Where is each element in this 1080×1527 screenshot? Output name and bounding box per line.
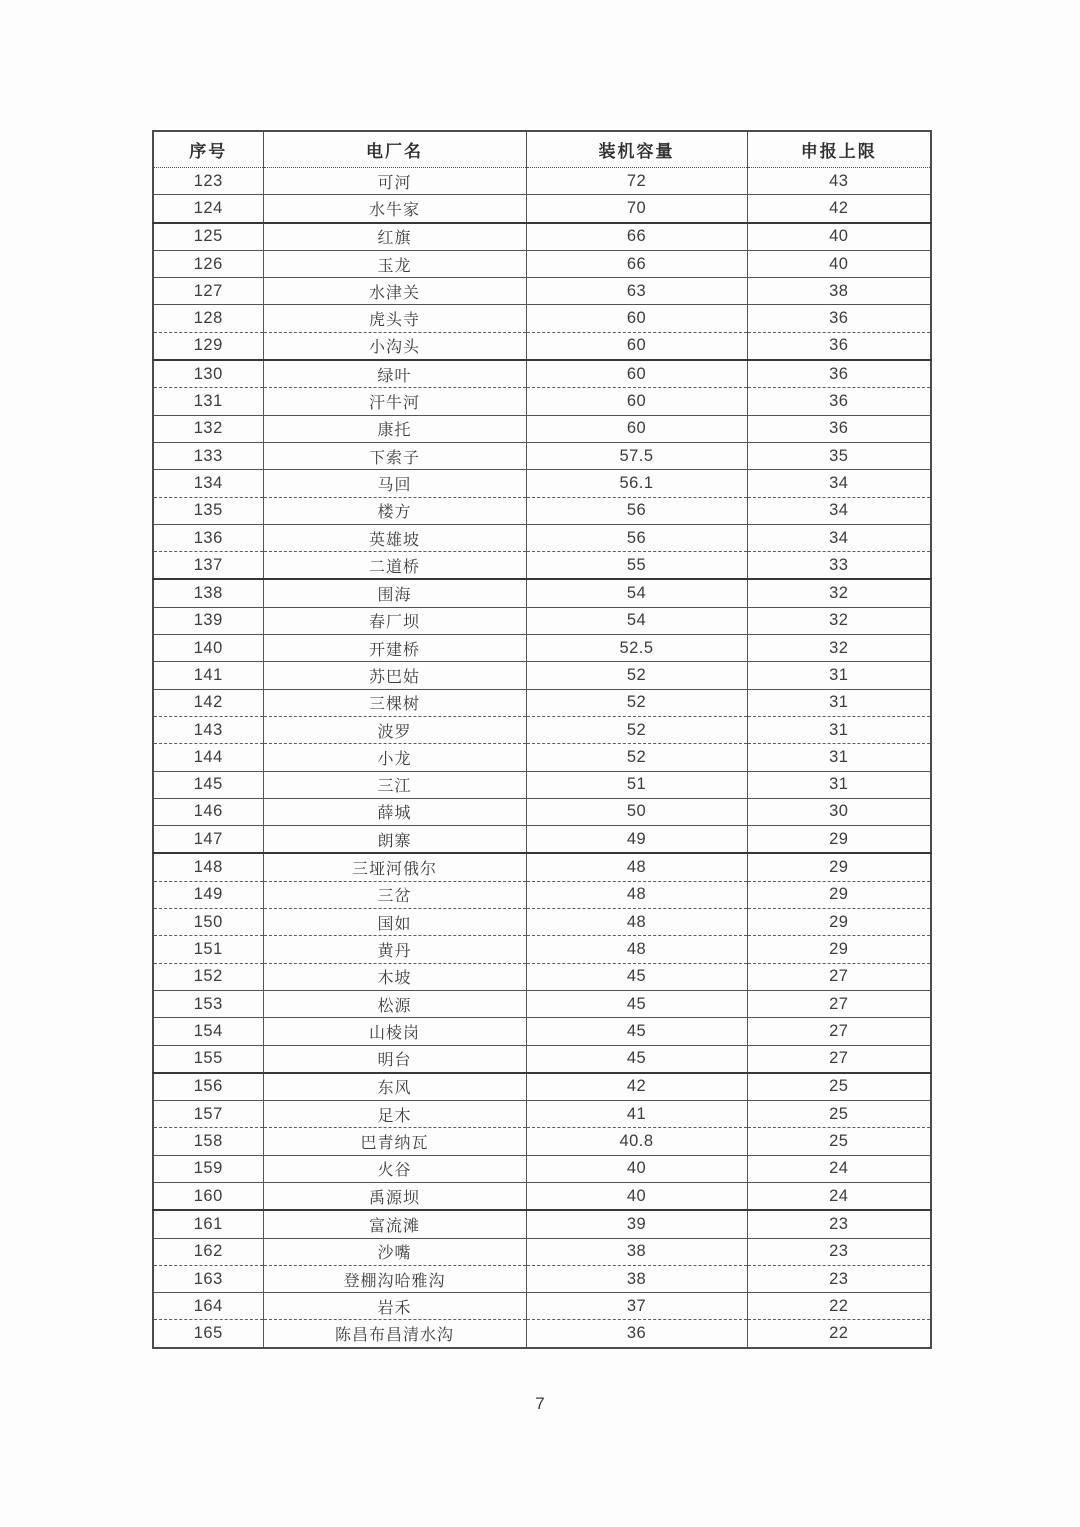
- cell-installed-capacity: 48: [526, 936, 747, 963]
- cell-declaration-limit: 33: [829, 555, 849, 574]
- cell-plant-name: 三江: [263, 771, 526, 798]
- cell-installed-capacity: 54: [526, 579, 747, 607]
- cell-index: 155: [153, 1045, 263, 1073]
- cell-index: 125: [153, 223, 263, 251]
- cell-installed-capacity: 45: [526, 990, 747, 1017]
- cell-declaration-limit: 29: [829, 912, 849, 931]
- table-row: [153, 278, 931, 305]
- table-row: [153, 415, 931, 442]
- cell-declaration-limit: 31: [829, 775, 849, 794]
- cell-declaration-limit: 34: [829, 528, 849, 547]
- table-row: [153, 470, 931, 497]
- table-row: [153, 1182, 931, 1210]
- table-row: [153, 1320, 931, 1348]
- cell-installed-capacity: 60: [526, 360, 747, 388]
- cell-declaration-limit: 34: [829, 501, 849, 520]
- table-row: [153, 607, 931, 634]
- table-row: [153, 1101, 931, 1128]
- cell-installed-capacity: 40: [526, 1155, 747, 1182]
- cell-declaration-limit: 31: [829, 693, 849, 712]
- cell-installed-capacity: 70: [526, 195, 747, 223]
- cell-index: 144: [153, 744, 263, 771]
- table-row: [153, 524, 931, 551]
- cell-index: 129: [153, 332, 263, 360]
- cell-declaration-limit: 25: [829, 1077, 849, 1096]
- cell-installed-capacity: 38: [526, 1265, 747, 1292]
- table-row: [153, 497, 931, 524]
- table-row: [153, 963, 931, 990]
- cell-installed-capacity: 45: [526, 1045, 747, 1073]
- header-col-index: 序号: [153, 131, 263, 168]
- cell-declaration-limit: 25: [829, 1132, 849, 1151]
- table-row: [153, 853, 931, 881]
- cell-plant-name: 波罗: [263, 716, 526, 743]
- cell-declaration-limit: 35: [829, 446, 849, 465]
- table-row: [153, 881, 931, 908]
- cell-declaration-limit: 24: [829, 1159, 849, 1178]
- cell-plant-name: 火谷: [263, 1155, 526, 1182]
- cell-declaration-limit: 40: [829, 254, 849, 273]
- cell-plant-name: 明台: [263, 1045, 526, 1073]
- header-col-installed-capacity: 装机容量: [526, 131, 747, 168]
- cell-installed-capacity: 48: [526, 881, 747, 908]
- cell-declaration-limit: 23: [829, 1242, 849, 1261]
- cell-index: 150: [153, 909, 263, 936]
- cell-index: 154: [153, 1018, 263, 1045]
- table-row: [153, 332, 931, 360]
- cell-declaration-limit: 31: [829, 747, 849, 766]
- table-row: [153, 1045, 931, 1073]
- cell-plant-name: 三垭河俄尔: [263, 853, 526, 881]
- cell-plant-name: 登棚沟哈雅沟: [263, 1265, 526, 1292]
- table-row: [153, 798, 931, 825]
- cell-declaration-limit: 36: [829, 336, 849, 355]
- cell-index: 162: [153, 1238, 263, 1265]
- cell-plant-name: 足木: [263, 1101, 526, 1128]
- cell-declaration-limit: 43: [829, 171, 849, 190]
- table-row: [153, 442, 931, 469]
- cell-index: 148: [153, 853, 263, 881]
- cell-declaration-limit: 31: [829, 720, 849, 739]
- cell-index: 134: [153, 470, 263, 497]
- table-row: [153, 223, 931, 251]
- cell-index: 138: [153, 579, 263, 607]
- cell-installed-capacity: 42: [526, 1073, 747, 1101]
- cell-plant-name: 英雄坡: [263, 524, 526, 551]
- cell-installed-capacity: 52: [526, 716, 747, 743]
- table-row: [153, 388, 931, 415]
- table-row: [153, 635, 931, 662]
- table-row: [153, 579, 931, 607]
- cell-plant-name: 玉龙: [263, 250, 526, 277]
- cell-installed-capacity: 41: [526, 1101, 747, 1128]
- cell-index: 135: [153, 497, 263, 524]
- cell-index: 158: [153, 1128, 263, 1155]
- cell-installed-capacity: 60: [526, 305, 747, 332]
- cell-installed-capacity: 66: [526, 223, 747, 251]
- cell-index: 143: [153, 716, 263, 743]
- table-body: [153, 168, 931, 1348]
- cell-plant-name: 水牛家: [263, 195, 526, 223]
- cell-declaration-limit: 38: [829, 281, 849, 300]
- cell-index: 132: [153, 415, 263, 442]
- cell-index: 124: [153, 195, 263, 223]
- cell-installed-capacity: 66: [526, 250, 747, 277]
- power-plant-table: [152, 130, 932, 1349]
- cell-plant-name: 可河: [263, 168, 526, 195]
- cell-plant-name: 马回: [263, 470, 526, 497]
- cell-installed-capacity: 60: [526, 415, 747, 442]
- header-col-declaration-limit: 申报上限: [747, 131, 931, 168]
- cell-plant-name: 东风: [263, 1073, 526, 1101]
- cell-index: 145: [153, 771, 263, 798]
- cell-index: 156: [153, 1073, 263, 1101]
- cell-index: 136: [153, 524, 263, 551]
- table-row: [153, 716, 931, 743]
- cell-plant-name: 春厂坝: [263, 607, 526, 634]
- cell-plant-name: 山棱岗: [263, 1018, 526, 1045]
- cell-installed-capacity: 72: [526, 168, 747, 195]
- cell-installed-capacity: 52: [526, 662, 747, 689]
- cell-installed-capacity: 39: [526, 1210, 747, 1238]
- cell-index: 149: [153, 881, 263, 908]
- table-row: [153, 771, 931, 798]
- cell-index: 139: [153, 607, 263, 634]
- cell-declaration-limit: 36: [829, 309, 849, 328]
- cell-index: 153: [153, 990, 263, 1017]
- cell-index: 147: [153, 826, 263, 854]
- cell-declaration-limit: 29: [829, 885, 849, 904]
- cell-declaration-limit: 22: [829, 1296, 849, 1315]
- cell-declaration-limit: 32: [829, 638, 849, 657]
- cell-plant-name: 三岔: [263, 881, 526, 908]
- cell-installed-capacity: 45: [526, 1018, 747, 1045]
- cell-plant-name: 富流滩: [263, 1210, 526, 1238]
- cell-declaration-limit: 40: [829, 227, 849, 246]
- cell-index: 133: [153, 442, 263, 469]
- table-row: [153, 1293, 931, 1320]
- cell-index: 137: [153, 552, 263, 580]
- cell-declaration-limit: 29: [829, 939, 849, 958]
- cell-index: 157: [153, 1101, 263, 1128]
- cell-installed-capacity: 37: [526, 1293, 747, 1320]
- cell-declaration-limit: 27: [829, 1049, 849, 1068]
- cell-declaration-limit: 27: [829, 967, 849, 986]
- cell-plant-name: 朗寨: [263, 826, 526, 854]
- cell-installed-capacity: 51: [526, 771, 747, 798]
- cell-plant-name: 绿叶: [263, 360, 526, 388]
- cell-plant-name: 木坡: [263, 963, 526, 990]
- table-row: [153, 1210, 931, 1238]
- cell-plant-name: 康托: [263, 415, 526, 442]
- cell-plant-name: 小沟头: [263, 332, 526, 360]
- header-col-plant-name: 电厂名: [263, 131, 526, 168]
- cell-installed-capacity: 36: [526, 1320, 747, 1348]
- table-row: [153, 250, 931, 277]
- cell-installed-capacity: 60: [526, 332, 747, 360]
- table-row: [153, 552, 931, 580]
- table-row: [153, 744, 931, 771]
- table-row: [153, 1128, 931, 1155]
- cell-declaration-limit: 34: [829, 473, 849, 492]
- cell-plant-name: 水津关: [263, 278, 526, 305]
- cell-plant-name: 小龙: [263, 744, 526, 771]
- cell-installed-capacity: 56: [526, 497, 747, 524]
- cell-declaration-limit: 36: [829, 364, 849, 383]
- cell-installed-capacity: 40.8: [526, 1128, 747, 1155]
- cell-declaration-limit: 23: [829, 1269, 849, 1288]
- cell-declaration-limit: 30: [829, 802, 849, 821]
- cell-plant-name: 楼方: [263, 497, 526, 524]
- cell-plant-name: 围海: [263, 579, 526, 607]
- cell-plant-name: 黄丹: [263, 936, 526, 963]
- cell-declaration-limit: 25: [829, 1104, 849, 1123]
- cell-index: 128: [153, 305, 263, 332]
- cell-installed-capacity: 52.5: [526, 635, 747, 662]
- cell-index: 130: [153, 360, 263, 388]
- cell-declaration-limit: 23: [829, 1214, 849, 1233]
- cell-plant-name: 苏巴姑: [263, 662, 526, 689]
- table-row: [153, 1018, 931, 1045]
- cell-plant-name: 陈昌布昌清水沟: [263, 1320, 526, 1348]
- cell-index: 165: [153, 1320, 263, 1348]
- cell-plant-name: 下索子: [263, 442, 526, 469]
- table-row: [153, 909, 931, 936]
- cell-installed-capacity: 52: [526, 744, 747, 771]
- cell-plant-name: 二道桥: [263, 552, 526, 580]
- cell-index: 140: [153, 635, 263, 662]
- cell-index: 131: [153, 388, 263, 415]
- cell-installed-capacity: 63: [526, 278, 747, 305]
- cell-plant-name: 松源: [263, 990, 526, 1017]
- cell-installed-capacity: 56: [526, 524, 747, 551]
- cell-declaration-limit: 42: [829, 198, 849, 217]
- cell-installed-capacity: 57.5: [526, 442, 747, 469]
- cell-installed-capacity: 45: [526, 963, 747, 990]
- cell-installed-capacity: 55: [526, 552, 747, 580]
- cell-plant-name: 汗牛河: [263, 388, 526, 415]
- cell-installed-capacity: 48: [526, 909, 747, 936]
- cell-plant-name: 岩禾: [263, 1293, 526, 1320]
- cell-plant-name: 巴青纳瓦: [263, 1128, 526, 1155]
- cell-declaration-limit: 29: [829, 858, 849, 877]
- cell-installed-capacity: 49: [526, 826, 747, 854]
- cell-declaration-limit: 31: [829, 665, 849, 684]
- cell-index: 126: [153, 250, 263, 277]
- table-row: [153, 826, 931, 854]
- cell-index: 123: [153, 168, 263, 195]
- cell-declaration-limit: 22: [829, 1324, 849, 1343]
- table-header-row: [153, 131, 931, 168]
- cell-installed-capacity: 40: [526, 1182, 747, 1210]
- table-row: [153, 990, 931, 1017]
- table-row: [153, 1265, 931, 1292]
- table-row: [153, 1238, 931, 1265]
- table-row: [153, 1073, 931, 1101]
- cell-declaration-limit: 24: [829, 1186, 849, 1205]
- cell-index: 161: [153, 1210, 263, 1238]
- cell-declaration-limit: 27: [829, 994, 849, 1013]
- cell-index: 146: [153, 798, 263, 825]
- table-row: [153, 936, 931, 963]
- table-row: [153, 305, 931, 332]
- cell-installed-capacity: 38: [526, 1238, 747, 1265]
- cell-installed-capacity: 50: [526, 798, 747, 825]
- page-number: 7: [535, 1394, 545, 1413]
- cell-index: 163: [153, 1265, 263, 1292]
- cell-index: 164: [153, 1293, 263, 1320]
- cell-index: 151: [153, 936, 263, 963]
- cell-index: 160: [153, 1182, 263, 1210]
- cell-plant-name: 禹源坝: [263, 1182, 526, 1210]
- cell-installed-capacity: 60: [526, 388, 747, 415]
- table-row: [153, 1155, 931, 1182]
- cell-declaration-limit: 36: [829, 392, 849, 411]
- cell-declaration-limit: 27: [829, 1021, 849, 1040]
- cell-index: 142: [153, 689, 263, 716]
- table-row: [153, 168, 931, 195]
- cell-index: 127: [153, 278, 263, 305]
- cell-installed-capacity: 52: [526, 689, 747, 716]
- cell-declaration-limit: 36: [829, 419, 849, 438]
- cell-index: 141: [153, 662, 263, 689]
- cell-plant-name: 红旗: [263, 223, 526, 251]
- table-row: [153, 360, 931, 388]
- cell-installed-capacity: 54: [526, 607, 747, 634]
- cell-plant-name: 国如: [263, 909, 526, 936]
- cell-plant-name: 薛城: [263, 798, 526, 825]
- cell-declaration-limit: 32: [829, 584, 849, 603]
- cell-plant-name: 开建桥: [263, 635, 526, 662]
- cell-declaration-limit: 32: [829, 611, 849, 630]
- cell-index: 152: [153, 963, 263, 990]
- table-row: [153, 689, 931, 716]
- cell-plant-name: 沙嘴: [263, 1238, 526, 1265]
- cell-declaration-limit: 29: [829, 829, 849, 848]
- table-row: [153, 195, 931, 223]
- cell-plant-name: 三棵树: [263, 689, 526, 716]
- cell-installed-capacity: 56.1: [526, 470, 747, 497]
- cell-plant-name: 虎头寺: [263, 305, 526, 332]
- table-row: [153, 662, 931, 689]
- cell-index: 159: [153, 1155, 263, 1182]
- cell-installed-capacity: 48: [526, 853, 747, 881]
